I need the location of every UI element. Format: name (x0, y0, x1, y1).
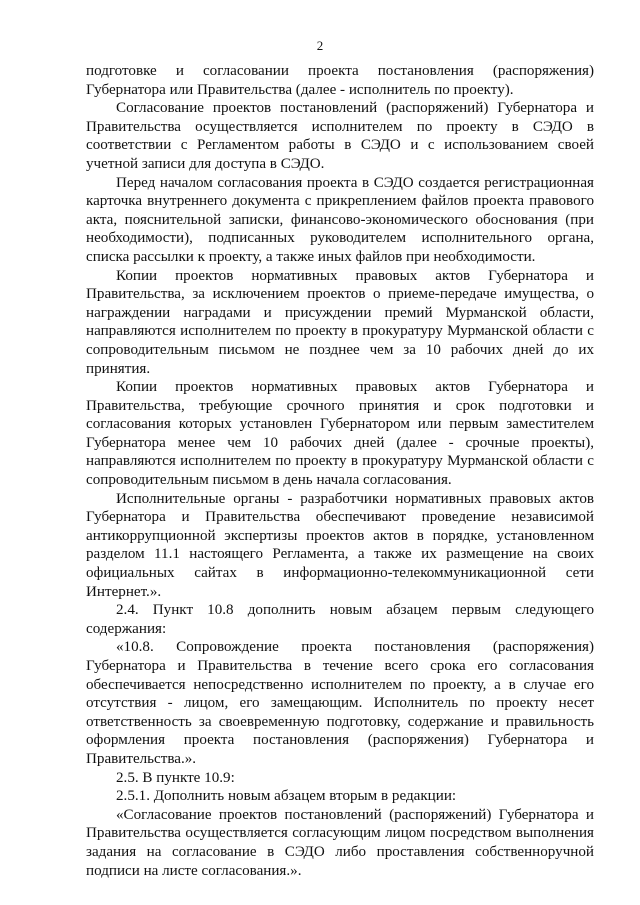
paragraph-item-2-5: 2.5. В пункте 10.9: (116, 769, 235, 786)
paragraph-registration-card: Перед началом согласования проекта в СЭДО создается регистрационная карточка внутреннего документа с прикреплением файлов проекта правового акта, пояснительной записки, финансово-экономического обоснования (при необходимости), подписанных руководителем исполнительного органа, списка рассылки к проекту, а также иных файлов при необходимости. (86, 174, 594, 265)
paragraph-prosecutor-copies: Копии проектов нормативных правовых актов Губернатора и Правительства, за исключением проектов о приеме-передаче имущества, о награждении наградами и присуждении премий Мурманской области, направляются исполнителем по проекту в прокуратуру Мурманской области с сопроводительным письмом не позднее чем за 10 рабочих дней до их принятия. (86, 267, 594, 377)
paragraph-item-2-5-1: 2.5.1. Дополнить новым абзацем вторым в редакции: (116, 788, 457, 805)
page-number: 2 (316, 38, 324, 53)
document-body (86, 62, 594, 880)
paragraph-urgent-projects: Копии проектов нормативных правовых актов Губернатора и Правительства, требующие срочного принятия и срок подготовки и согласования которых установлен Губернатором или первым заместителем Губернатора менее чем 10 рабочих дней (далее - срочные проекты), направляются исполнителем по проекту в прокуратуру Мурманской области с сопроводительным письмом в день начала согласования. (86, 379, 594, 489)
paragraph-sedo-approval: Согласование проектов постановлений (распоряжений) Губернатора и Правительства осуществляется исполнителем по проекту в СЭДО в соответствии с Регламентом работы в СЭДО и с использованием своей учетной записи для доступа в СЭДО. (86, 100, 594, 172)
paragraph-continuation: подготовке и согласовании проекта постановления (распоряжения) Губернатора или Правительства (далее - исполнитель по проекту). (86, 63, 594, 98)
paragraph-anticorruption-expertise: Исполнительные органы - разработчики нормативных правовых актов Губернатора и Правительства обеспечивают проведение независимой антикоррупционной экспертизы проектов актов в порядке, установленном разделом 11.1 настоящего Регламента, а также их размещение на своих официальных сайтах в информационно-телекоммуникационной сети Интернет.». (86, 490, 594, 600)
paragraph-item-10-8: «10.8. Сопровождение проекта постановления (распоряжения) Губернатора и Правительства в течение всего срока его согласования обеспечивается непосредственно исполнителем по проекту, а в случае его отсутствия - лицом, его замещающим. Исполнитель по проекту несет ответственность за своевременную подготовку, содержание и правильность оформления проекта постановления (распоряжения) Губернатора и Правительства.». (86, 639, 594, 767)
paragraph-approval-quote: «Согласование проектов постановлений (распоряжений) Губернатора и Правительства осуществляется согласующим лицом посредством выполнения задания на согласование в СЭДО либо проставления собственноручной подписи на листе согласования.». (86, 806, 594, 879)
paragraph-item-2-4: 2.4. Пункт 10.8 дополнить новым абзацем первым следующего содержания: (86, 602, 594, 637)
